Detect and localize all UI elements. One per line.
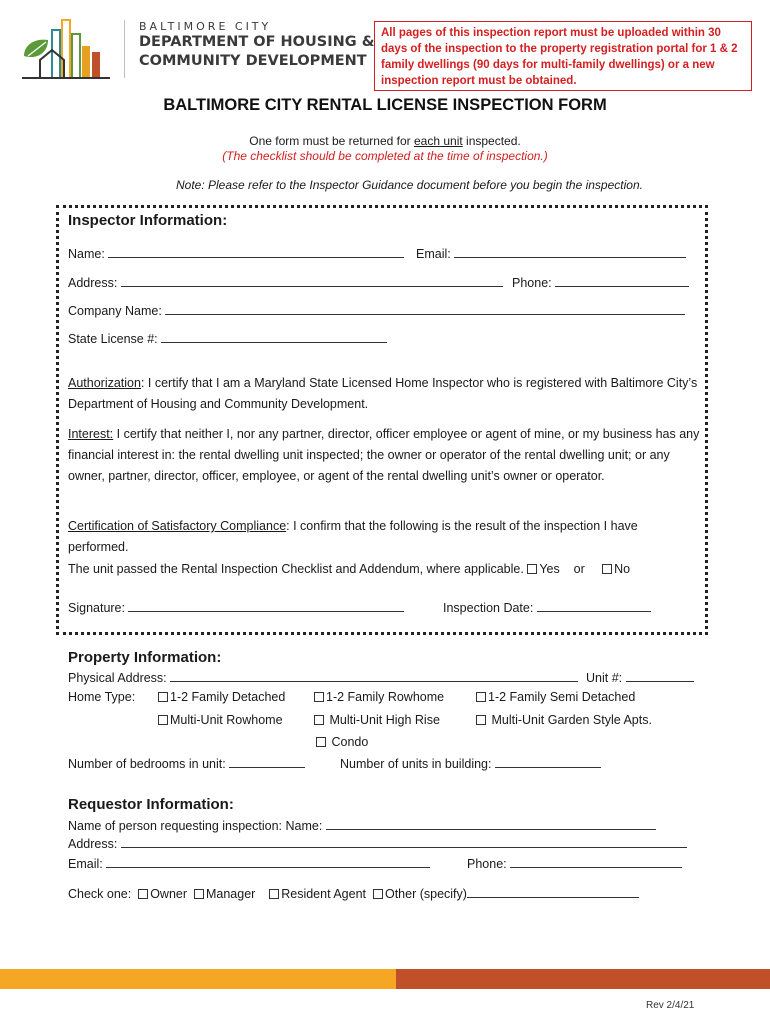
phone-field[interactable] [555, 275, 689, 287]
physical-address-field[interactable] [170, 670, 578, 682]
company-label: Company Name: [68, 304, 162, 318]
manager-label: Manager [205, 887, 256, 901]
no-checkbox[interactable] [602, 564, 612, 574]
units-field[interactable] [495, 756, 601, 768]
home-type-option[interactable]: 1-2 Family Detached [158, 690, 285, 704]
property-heading: Property Information: [68, 649, 222, 666]
home-type-option[interactable]: Condo [316, 735, 368, 749]
name-label: Name: [68, 247, 105, 261]
inspection-date-field[interactable] [537, 600, 651, 612]
requestor-email-row [68, 856, 430, 871]
checkbox[interactable] [316, 737, 326, 747]
no-label: No [614, 562, 631, 576]
checkbox[interactable] [314, 692, 324, 702]
unit-row [586, 670, 694, 685]
inspector-name-row [68, 246, 404, 261]
org-line-1: BALTIMORE CITY [139, 20, 272, 33]
inspector-heading: Inspector Information: [68, 212, 228, 229]
name-field[interactable] [108, 246, 404, 258]
requestor-address-field[interactable] [121, 836, 687, 848]
other-label: Other (specify) [384, 887, 467, 901]
address-field[interactable] [121, 275, 503, 287]
certification-paragraph: Certification of Satisfactory Compliance: I confirm that the following is the result of the inspection I have performed. [68, 519, 638, 554]
home-type-label: Home Type: [68, 690, 136, 704]
manager-checkbox[interactable] [194, 889, 204, 899]
email-field[interactable] [454, 246, 686, 258]
company-row [68, 303, 685, 318]
requestor-phone-field[interactable] [510, 856, 682, 868]
home-type-option[interactable]: Multi-Unit Rowhome [158, 713, 283, 727]
license-row [68, 331, 387, 346]
inspection-date-row [443, 600, 651, 615]
address-label: Address: [68, 276, 118, 290]
bedrooms-field[interactable] [229, 756, 305, 768]
home-type-option[interactable]: Multi-Unit Garden Style Apts. [476, 713, 652, 727]
yes-checkbox[interactable] [527, 564, 537, 574]
org-line-3: COMMUNITY DEVELOPMENT [139, 53, 367, 69]
home-type-option[interactable]: 1-2 Family Semi Detached [476, 690, 635, 704]
revision-date: Rev 2/4/21 [646, 1000, 695, 1011]
inspector-address-row [68, 275, 503, 290]
other-specify-field[interactable] [467, 886, 639, 898]
owner-label: Owner [150, 887, 188, 901]
checklist-note: (The checklist should be completed at the time of inspection.) [222, 149, 548, 163]
passed-text: The unit passed the Rental Inspection Checklist and Addendum, where applicable. [68, 562, 524, 576]
interest-paragraph: Interest: I certify that neither I, nor any partner, director, officer employee or agent of mine, or my business has any financial interest in: the rental dwelling unit inspected; the owner or operator of the rental dwelling unit; or any owner, partner, director, officer, employee, or agent of the rental dwelling unit’s owner or operator. [68, 427, 700, 483]
dhcd-logo [18, 16, 114, 80]
checkbox[interactable] [476, 715, 486, 725]
email-label: Email: [416, 247, 451, 261]
requestor-name-row [68, 818, 656, 833]
home-type-option[interactable]: 1-2 Family Rowhome [314, 690, 444, 704]
authorization-paragraph: Authorization: I certify that I am a Maryland State Licensed Home Inspector who is registered with Baltimore City’s Department of Housing and Community Development. [68, 376, 698, 411]
home-type-option[interactable]: Multi-Unit High Rise [314, 713, 440, 727]
checkbox[interactable] [476, 692, 486, 702]
form-title: BALTIMORE CITY RENTAL LICENSE INSPECTION FORM [163, 96, 607, 114]
physical-address-label: Physical Address: [68, 671, 167, 685]
footer-bar-left [0, 969, 396, 989]
requestor-address-row [68, 836, 687, 851]
requestor-address-label: Address: [68, 837, 118, 851]
signature-row [68, 600, 404, 615]
license-label: State License #: [68, 332, 158, 346]
physical-address-row [68, 670, 578, 685]
requestor-heading: Requestor Information: [68, 796, 234, 813]
requestor-name-label: Name of person requesting inspection: Name: [68, 819, 323, 833]
bedrooms-row [68, 756, 305, 771]
signature-field[interactable] [128, 600, 404, 612]
yes-label: Yes [539, 562, 560, 576]
other-checkbox[interactable] [373, 889, 383, 899]
footer-bar-right [396, 969, 770, 989]
checkbox[interactable] [314, 715, 324, 725]
or-label: or [573, 562, 585, 576]
requestor-phone-row [467, 856, 682, 871]
upload-notice: All pages of this inspection report must be uploaded within 30 days of the inspection to the property registration portal for 1 & 2 family dwellings (90 days for multi-family dwellings) or a new inspection report must be obtained. [374, 21, 752, 91]
inspection-date-label: Inspection Date: [443, 601, 534, 615]
unit-label: Unit #: [586, 671, 623, 685]
units-row [340, 756, 601, 771]
requestor-email-label: Email: [68, 857, 103, 871]
organization-name [124, 20, 374, 78]
checkbox[interactable] [158, 715, 168, 725]
check-one-label: Check one: [68, 887, 132, 901]
requestor-name-field[interactable] [326, 818, 656, 830]
signature-label: Signature: [68, 601, 125, 615]
phone-label: Phone: [512, 276, 552, 290]
requestor-email-field[interactable] [106, 856, 430, 868]
one-form-note: One form must be returned for each unit inspected. [249, 134, 521, 148]
unit-field[interactable] [626, 670, 694, 682]
org-line-2: DEPARTMENT OF HOUSING & [139, 34, 375, 50]
check-one-row [68, 886, 639, 901]
company-field[interactable] [165, 303, 685, 315]
passed-row [68, 562, 630, 576]
guidance-note: Note: Please refer to the Inspector Guidance document before you begin the inspection. [176, 178, 643, 192]
owner-checkbox[interactable] [138, 889, 148, 899]
units-label: Number of units in building: [340, 757, 492, 771]
bedrooms-label: Number of bedrooms in unit: [68, 757, 226, 771]
resident-agent-checkbox[interactable] [269, 889, 279, 899]
requestor-phone-label: Phone: [467, 857, 507, 871]
license-field[interactable] [161, 331, 387, 343]
checkbox[interactable] [158, 692, 168, 702]
inspector-phone-row [512, 275, 689, 290]
inspector-email-row [416, 246, 686, 261]
resident-agent-label: Resident Agent [281, 887, 367, 901]
